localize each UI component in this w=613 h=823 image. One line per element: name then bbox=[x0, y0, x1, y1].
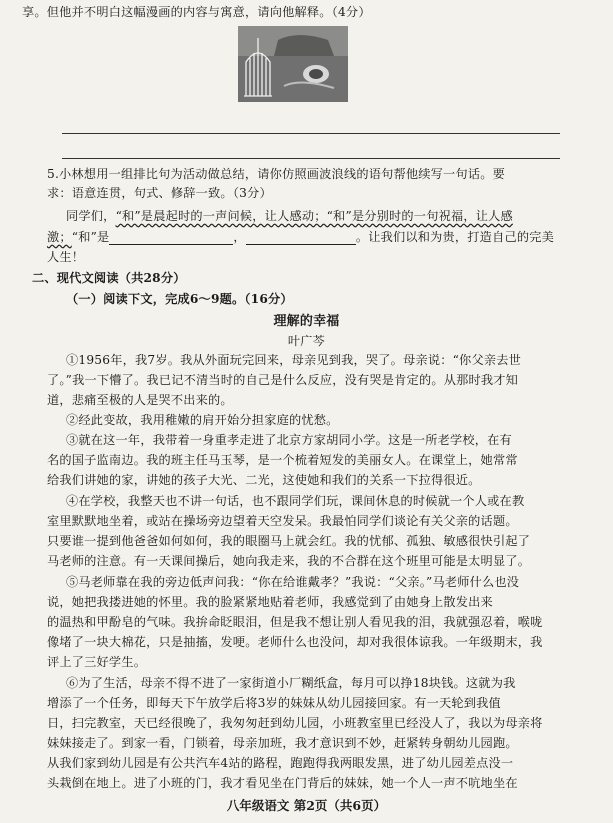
passage-line: 名的国子监南边。我的班主任马玉琴，是一个梳着短发的美丽女人。在课堂上，她常常 bbox=[47, 453, 518, 467]
passage-line: 妹妹接走了。到家一看，门锁着，母亲加班，我才意识到不妙，赶紧转身朝幼儿园跑。 bbox=[47, 736, 518, 750]
passage-line: 室里默默地坐着，或站在操场旁边望着天空发呆。我最怕同学们谈论有关父亲的话题。 bbox=[47, 514, 518, 528]
passage-line: 马老师的注意。有一天课间操后，她向我走来，我的不合群在这个班里可能是太明显了。 bbox=[47, 554, 531, 568]
passage-author: 叶广芩 bbox=[287, 334, 326, 348]
passage-line: ④在学校，我整天也不讲一句话，也不跟同学们玩，课间休息的时候就一个人或在教 bbox=[66, 494, 525, 508]
passage-line: ②经此变故，我用稚嫩的肩开始分担家庭的忧愁。 bbox=[66, 413, 339, 427]
question-4-score: （4分） bbox=[331, 5, 371, 19]
fill-blank-1[interactable] bbox=[109, 231, 233, 245]
example-prefix: 同学们， bbox=[66, 209, 116, 223]
passage-line: 评上了三好学生。 bbox=[47, 655, 147, 669]
passage-line: ①1956年，我7岁。我从外面玩完回来，母亲见到我，哭了。母亲说：“你父亲去世 bbox=[66, 353, 521, 367]
subsection-heading: （一）阅读下文，完成6～9题。（16分） bbox=[66, 292, 293, 306]
passage-line: 说，她把我搂进她的怀里。我的脸紧紧地贴着老师，我感觉到了由她身上散发出来 bbox=[47, 595, 493, 609]
passage-line: 头栽倒在地上。进了小班的门，我才看见坐在门背后的妹妹，她一个人一声不吭地坐在 bbox=[47, 776, 518, 790]
passage-line: ⑥为了生活，母亲不得不进了一家街道小厂糊纸盒，每月可以挣18块钱。这就为我 bbox=[66, 676, 516, 690]
question-5-example-3: 人生！ bbox=[47, 250, 85, 264]
fill-blank-2[interactable] bbox=[246, 231, 356, 245]
question-5-line-2: 求：语意连贯，句式、修辞一致。（3分） bbox=[47, 186, 272, 200]
passage-line: 只要谁一提到他爸爸如何如何，我的眼圈马上就会红。我的忧郁、孤独、敏感很快引起了 bbox=[47, 534, 531, 548]
answer-line-1[interactable] bbox=[62, 133, 560, 134]
passage-line: ③就在这一年，我带着一身重孝走进了北京方家胡同小学。这是一所老学校，在有 bbox=[66, 433, 512, 447]
question-4-text: 享。但他并不明白这幅漫画的内容与寓意，请向他解释。 bbox=[22, 5, 332, 19]
passage-line: 增添了一个任务，即每天下午放学后将3岁的妹妹从幼儿园接回家。有一天轮到我值 bbox=[47, 696, 501, 710]
wavy-underlined-sentence: “和”是晨起时的一声问候，让人感动；“和”是分别时的一句祝福，让人感 bbox=[115, 209, 513, 223]
fill-prefix: “和”是 bbox=[71, 230, 110, 244]
passage-line: ⑤马老师靠在我的旁边低声问我：“你在给谁戴孝？”我说：“父亲。”马老师什么也没 bbox=[66, 575, 520, 589]
question-5-example-2 bbox=[47, 229, 554, 245]
answer-line-2[interactable] bbox=[62, 158, 560, 159]
question-5-example-1 bbox=[66, 208, 513, 224]
passage-line: 从我们家到幼儿园是有公共汽车4站的路程，跑跑得我两眼发黑，进了幼儿园差点没一 bbox=[47, 756, 514, 770]
passage-line: 了。”我一下懵了。我已记不清当时的自己是什么反应，没有哭是肯定的。从那时我才知 bbox=[47, 373, 519, 387]
passage-title: 理解的幸福 bbox=[273, 314, 340, 329]
page-footer: 八年级语文 第2页（共6页） bbox=[226, 798, 387, 813]
passage-line: 道，悲痛至极的人是哭不出来的。 bbox=[47, 393, 233, 407]
question-4-tail bbox=[22, 4, 371, 20]
cartoon-image bbox=[238, 26, 348, 102]
passage-line: 的温热和甲酚皂的气味。我拚命眨眼泪，但是我不想让别人看见我的泪，我就强忍着，喉咙 bbox=[47, 615, 543, 629]
section-heading: 二、现代文阅读（共28分） bbox=[32, 271, 186, 285]
passage-line: 像堵了一块大棉花，只是抽搐，发哽。老师什么也没问，却对我很体谅我。一年级期末，我 bbox=[47, 635, 543, 649]
fill-suffix: 。让我们以和为贵，打造自己的完美 bbox=[355, 230, 555, 244]
wavy-underlined-end: 激； bbox=[47, 230, 72, 244]
passage-line: 给我们讲她的家，讲她的孩子大光、二光，这使她和我们的关系一下拉得很近。 bbox=[47, 473, 481, 487]
fill-comma: ， bbox=[233, 230, 246, 244]
passage-line: 日，扫完教室，天已经很晚了，我匆匆赶到幼儿园，小班教室里已经没人了，我以为母亲将 bbox=[47, 716, 543, 730]
question-5-line-1: 5.小林想用一组排比句为活动做总结，请你仿照画波浪线的语句帮他续写一句话。要 bbox=[47, 167, 505, 181]
